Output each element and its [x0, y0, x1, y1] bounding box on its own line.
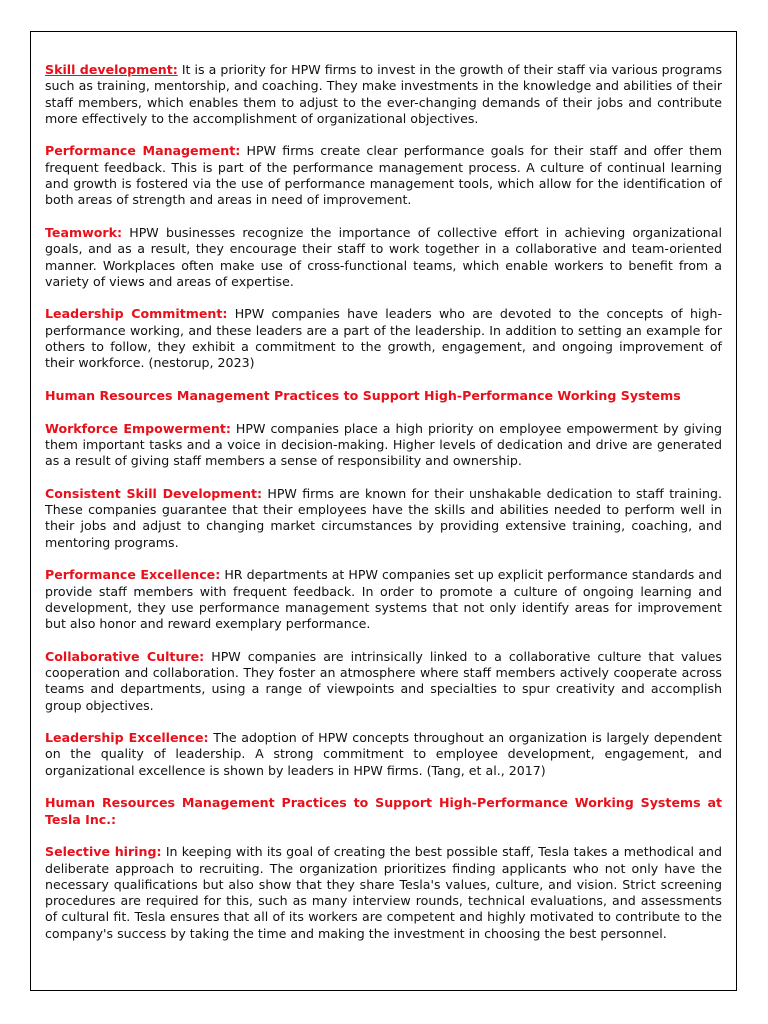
paragraph-selective-hiring — [45, 844, 722, 942]
term-leadership-excellence: Leadership Excellence: — [45, 730, 209, 746]
paragraph-text: HPW firms create clear performance goals for their staff and offer them frequent feedback. This is part of the performance management process. A culture of continual learning and growth is fostered via the use of performance management tools, which allow for the identification of both areas of strength and areas in need of improvement. — [45, 143, 723, 208]
term-leadership-commitment: Leadership Commitment: — [45, 306, 228, 322]
paragraph-text: HPW businesses recognize the importance of collective effort in achieving organizational goals, and as a result, they encourage their staff to work together in a collaborative and team-oriented manner. Workplaces often make use of cross-functional teams, which enable workers to benefit from a variety of views and areas of expertise. — [45, 224, 722, 289]
section-heading-tesla-practices: Human Resources Management Practices to Support High-Performance Working Systems at Tesla Inc.: — [45, 795, 722, 827]
paragraph-workforce-empowerment — [45, 421, 722, 470]
paragraph-skill-development — [45, 62, 722, 127]
paragraph-text: HPW firms are known for their unshakable dedication to staff training. These companies guarantee that their employees have the skills and abilities needed to perform well in their jobs and adjust to changing market circumstances by providing extensive training, coaching, and mentoring programs. — [45, 485, 722, 550]
term-teamwork: Teamwork: — [45, 224, 122, 240]
term-performance-management: Performance Management: — [45, 143, 241, 159]
paragraph-text: The adoption of HPW concepts throughout an organization is largely dependent on the quality of leadership. A strong commitment to employee development, engagement, and organizational excellence is shown by leaders in HPW firms. (Tang, et al., 2017) — [45, 730, 722, 778]
paragraph-text: In keeping with its goal of creating the best possible staff, Tesla takes a methodical and deliberate approach to recruiting. The organization prioritizes finding applicants who not only have the necessary qualifications but also show that they share Tesla's values, culture, and vision. Strict screening procedures are required for this, such as many interview rounds, technical evaluations, and assessments of cultural fit. Tesla ensures that all of its workers are competent and highly motivated to contribute to the company's success by taking the time and making the investment in choosing the best personnel. — [45, 844, 723, 941]
document-body — [45, 62, 722, 958]
paragraph-text: HPW companies are intrinsically linked to a collaborative culture that values cooperation and collaboration. They foster an atmosphere where staff members actively cooperate across teams and departments, using a range of viewpoints and specialties to spur creativity and accomplish group objectives. — [45, 648, 722, 713]
paragraph-teamwork — [45, 225, 722, 290]
paragraph-text: HR departments at HPW companies set up explicit performance standards and provide staff members with frequent feedback. In order to promote a culture of ongoing learning and development, they use performance management systems that not only identify areas for improvement but also honor and reward exemplary performance. — [45, 567, 722, 632]
paragraph-leadership-excellence — [45, 730, 722, 779]
paragraph-consistent-skill-development — [45, 486, 722, 551]
section-heading-hrm-practices: Human Resources Management Practices to Support High-Performance Working Systems — [45, 387, 681, 403]
term-collaborative-culture: Collaborative Culture: — [45, 648, 205, 664]
term-consistent-skill-development: Consistent Skill Development: — [45, 485, 262, 501]
term-workforce-empowerment: Workforce Empowerment: — [45, 420, 231, 436]
paragraph-text: HPW companies have leaders who are devoted to the concepts of high-performance working, and these leaders are a part of the leadership. In addition to setting an example for others to follow, they exhibit a commitment to the growth, engagement, and ongoing improvement of their workforce. (nestorup, 2023) — [45, 306, 722, 371]
paragraph-performance-management — [45, 143, 722, 208]
paragraph-text: It is a priority for HPW firms to invest in the growth of their staff via various programs such as training, mentorship, and coaching. They make investments in the knowledge and abilities of their staff members, which enables them to adjust to the ever-changing demands of their jobs and contribute more effectively to the accomplishment of organizational objectives. — [45, 62, 723, 126]
term-performance-excellence: Performance Excellence: — [45, 567, 221, 583]
paragraph-leadership-commitment — [45, 306, 722, 371]
paragraph-performance-excellence — [45, 567, 722, 632]
term-skill-development: Skill development: — [45, 62, 178, 77]
term-selective-hiring: Selective hiring: — [45, 844, 162, 860]
paragraph-text: HPW companies place a high priority on employee empowerment by giving them important tasks and a voice in decision-making. Higher levels of dedication and drive are generated as a result of giving staff members a sense of responsibility and ownership. — [45, 420, 722, 469]
paragraph-collaborative-culture — [45, 649, 722, 714]
